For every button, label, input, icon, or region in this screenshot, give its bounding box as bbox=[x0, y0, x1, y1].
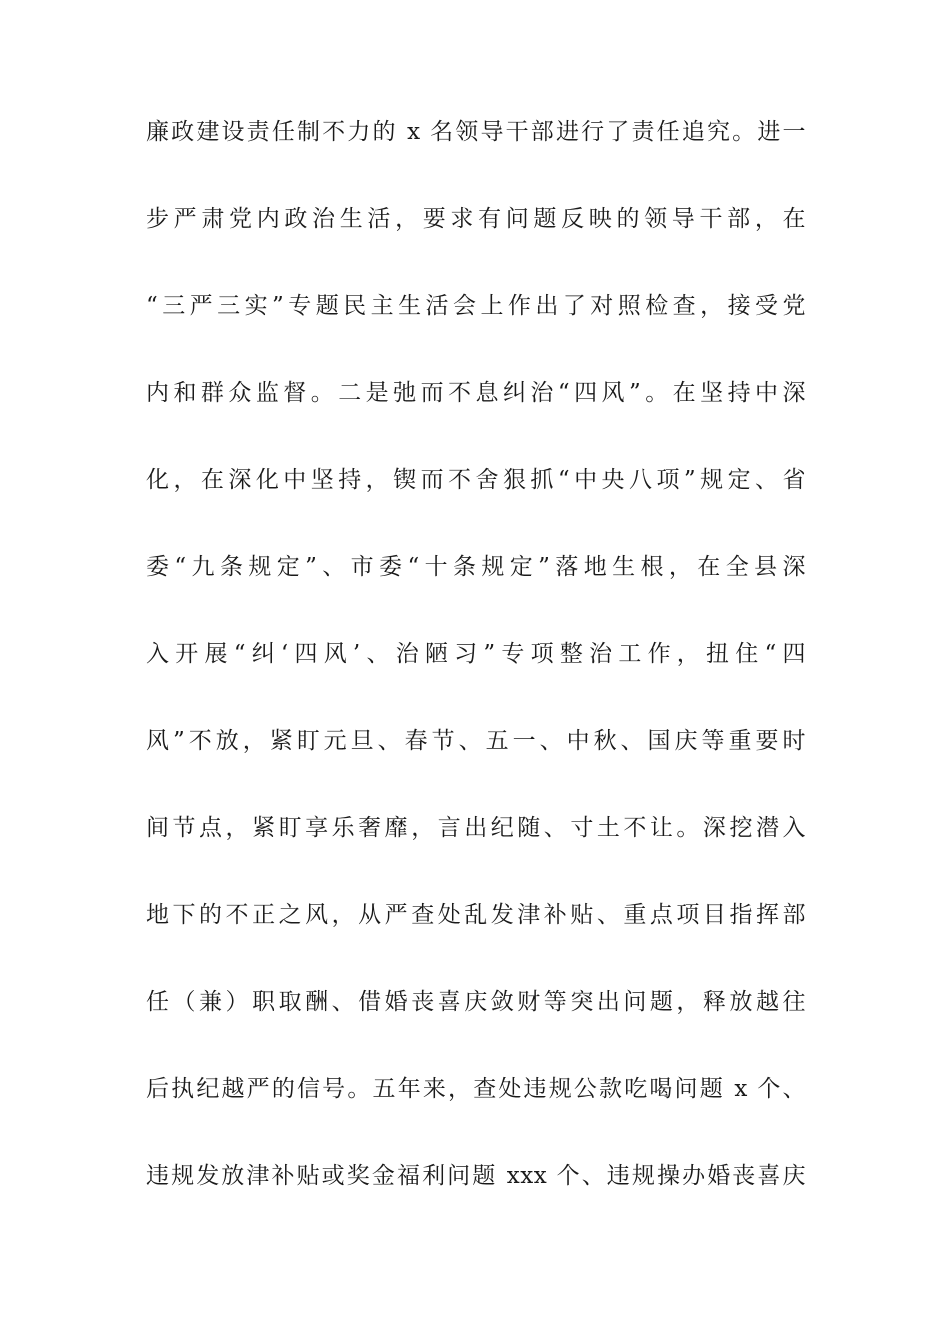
text-line: 风”不放，紧盯元旦、春节、五一、中秋、国庆等重要时 bbox=[146, 728, 806, 754]
text-line: 内和群众监督。二是弛而不息纠治“四风”。在坚持中深 bbox=[146, 380, 806, 406]
body-text bbox=[146, 111, 806, 1242]
text-line: 化，在深化中坚持，锲而不舍狠抓“中央八项”规定、省 bbox=[146, 467, 806, 493]
text-line: 委“九条规定”、市委“十条规定”落地生根，在全县深 bbox=[146, 554, 806, 580]
text-line: 任（兼）职取酬、借婚丧喜庆敛财等突出问题，释放越往 bbox=[146, 989, 806, 1015]
text-line: 地下的不正之风，从严查处乱发津补贴、重点项目指挥部 bbox=[146, 902, 806, 928]
text-line: 违规发放津补贴或奖金福利问题 xxx 个、违规操办婚丧喜庆 bbox=[146, 1163, 806, 1189]
text-line: 入开展“纠‘四风’、治陋习”专项整治工作，扭住“四 bbox=[146, 641, 806, 667]
text-line: 间节点，紧盯享乐奢靡，言出纪随、寸土不让。深挖潜入 bbox=[146, 815, 806, 841]
text-line: 廉政建设责任制不力的 x 名领导干部进行了责任追究。进一 bbox=[146, 119, 806, 145]
text-line: 后执纪越严的信号。五年来，查处违规公款吃喝问题 x 个、 bbox=[146, 1076, 806, 1102]
text-line: 步严肃党内政治生活，要求有问题反映的领导干部，在 bbox=[146, 206, 806, 232]
text-line: “三严三实”专题民主生活会上作出了对照检查，接受党 bbox=[146, 293, 806, 319]
